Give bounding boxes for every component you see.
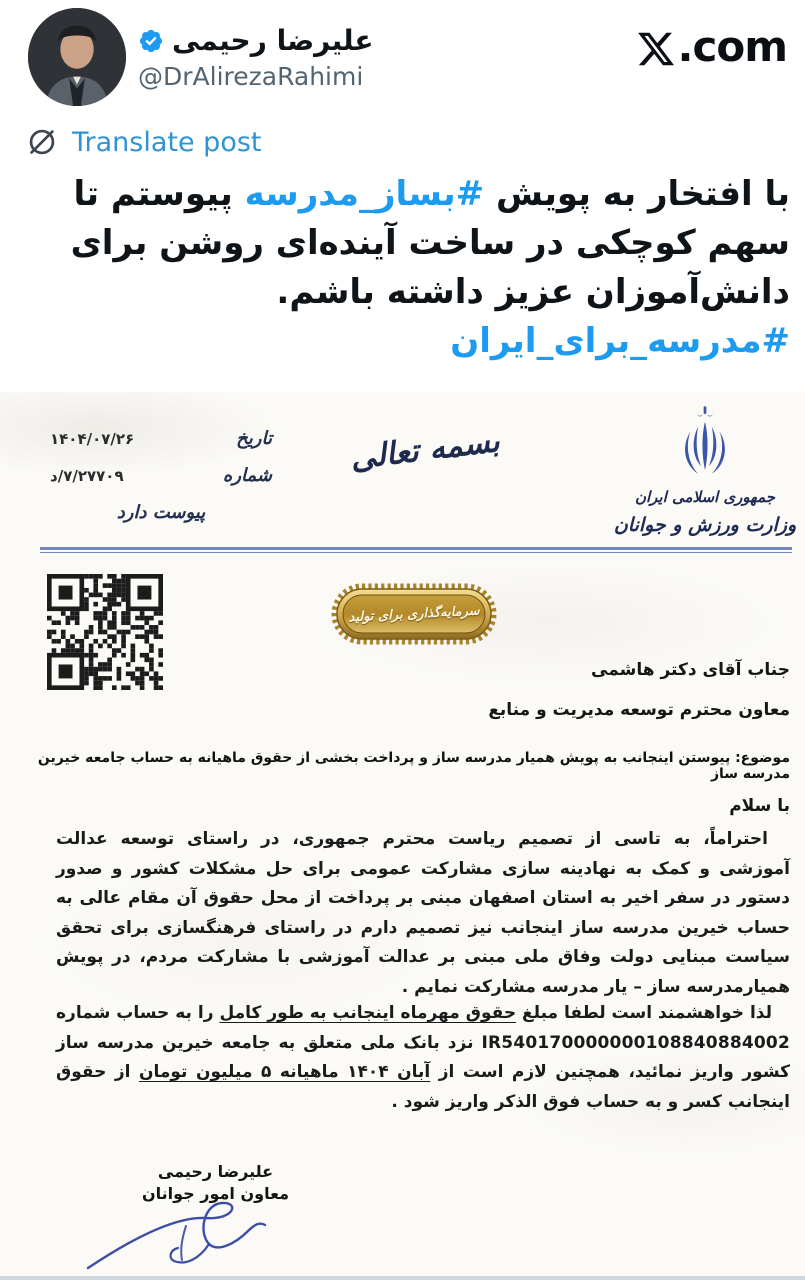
para2-part4: از حقوق اینجانب کسر و به حساب فوق الذکر واریز شود .	[56, 1062, 790, 1112]
author-display-name[interactable]: علیرضا رحیمی	[172, 24, 374, 57]
verified-badge-icon	[138, 28, 164, 54]
letter-attachment-label: پیوست دارد	[116, 502, 206, 523]
iran-emblem-icon	[676, 402, 734, 484]
tweet-text-part1: با افتخار به پویش	[484, 174, 790, 214]
letter-salutation: با سلام	[729, 796, 790, 816]
iban-number: IR540170000000108840884002	[481, 1032, 790, 1053]
letter-meta-block	[50, 428, 272, 523]
letter-subject: موضوع: پیوستن اینجانب به پویش همیار مدرسه ساز و پرداخت بخشی از حقوق ماهیانه به حساب جامعه خیرین مدرسه ساز	[37, 750, 790, 782]
translate-post-label[interactable]: Translate post	[72, 126, 262, 158]
letter-paragraph-1: احتراماً، به تاسی از تصمیم ریاست محترم جمهوری، در راستای توسعه عدالت آموزشی و کمک به نهادینه سازی مشارکت عمومی برای حل مشکلات کشور و صدور دستور در سفر اخیر به استان اصفهان مبنی بر پرداخت از محل حقوق آن مقام عالی به حساب خیرین مدرسه ساز اینجانب نیز تصمیم دارم در راستای فرهنگسازی برای تحقق سیاست مبنایی دولت وفاق ملی مبنی بر عدالت آموزشی با مشارکت مردم، در پویش همیارمدرسه ساز – یار مدرسه مشارکت نمایم .	[56, 829, 790, 997]
para2-underlined-salary: حقوق مهرماه اینجانب به طور کامل	[219, 1003, 517, 1023]
handwritten-signature-icon	[82, 1198, 307, 1274]
signature-block	[118, 1162, 313, 1203]
letter-date-row	[50, 428, 272, 449]
letter-date-label: تاریخ	[236, 428, 272, 449]
author-handle[interactable]: @DrAlirezaRahimi	[138, 62, 364, 91]
hashtag-besaz-madrese[interactable]: #بساز_مدرسه	[244, 174, 485, 214]
letter-number-row	[50, 465, 272, 486]
letter-date-value: ۱۴۰۴/۰۷/۲۶	[50, 430, 135, 448]
gov-country-name: جمهوری اسلامی ایران	[634, 488, 776, 506]
avatar[interactable]	[28, 8, 126, 106]
seal-slogan-text: سرمایه‌گذاری برای تولید	[348, 603, 480, 625]
para2-part1: لذا خواهشمند است لطفا مبلغ	[516, 1003, 772, 1023]
letter-number-value: ۷/۲۷۷۰۹/د	[50, 467, 124, 485]
para2-part2: را به حساب شماره	[56, 1003, 220, 1023]
translate-post-button[interactable]	[26, 126, 262, 158]
letter-paragraph-2	[56, 999, 790, 1117]
signatory-name: علیرضا رحیمی	[157, 1162, 274, 1181]
hashtag-madrese-baraye-iran[interactable]: #مدرسه_برای_ایران	[450, 321, 790, 361]
gov-ministry-name: وزارت ورزش و جوانان	[613, 514, 797, 536]
tweet-hashtag-line	[10, 317, 790, 366]
letter-image[interactable]	[0, 392, 805, 1280]
qr-code	[47, 574, 163, 690]
year-slogan-seal	[330, 582, 498, 646]
author-name-row	[138, 24, 374, 57]
tweet-text	[10, 170, 790, 366]
recipient-name: جناب آقای دکتر هاشمی	[591, 660, 790, 680]
x-glyph-icon	[636, 29, 676, 69]
letterhead-divider	[40, 547, 792, 553]
para2-underlined-monthly: آبان ۱۴۰۴ ماهیانه ۵ میلیون تومان	[138, 1062, 431, 1082]
besmeh-taala: بسمه تعالی	[348, 422, 502, 478]
x-brand-suffix: .com	[677, 22, 787, 71]
letterhead-gov-block	[610, 402, 800, 536]
x-logo	[636, 22, 787, 71]
avatar-portrait-icon	[28, 8, 126, 106]
translate-icon	[26, 126, 58, 158]
para2-part3: نزد بانک ملی متعلق به جامعه خیرین مدرسه ساز کشور واریز نمائید، همچنین لازم است از	[56, 1032, 791, 1082]
letter-number-label: شماره	[222, 465, 272, 486]
tweet-text-part2: پیوستم تا سهم کوچکی در ساخت آینده‌ای روشن برای دانش‌آموزان عزیز داشته باشم.	[70, 174, 790, 312]
recipient-title: معاون محترم توسعه مدیریت و منابع	[488, 700, 790, 720]
signatory-title: معاون امور جوانان	[141, 1184, 290, 1203]
scan-bottom-edge	[0, 1276, 805, 1280]
